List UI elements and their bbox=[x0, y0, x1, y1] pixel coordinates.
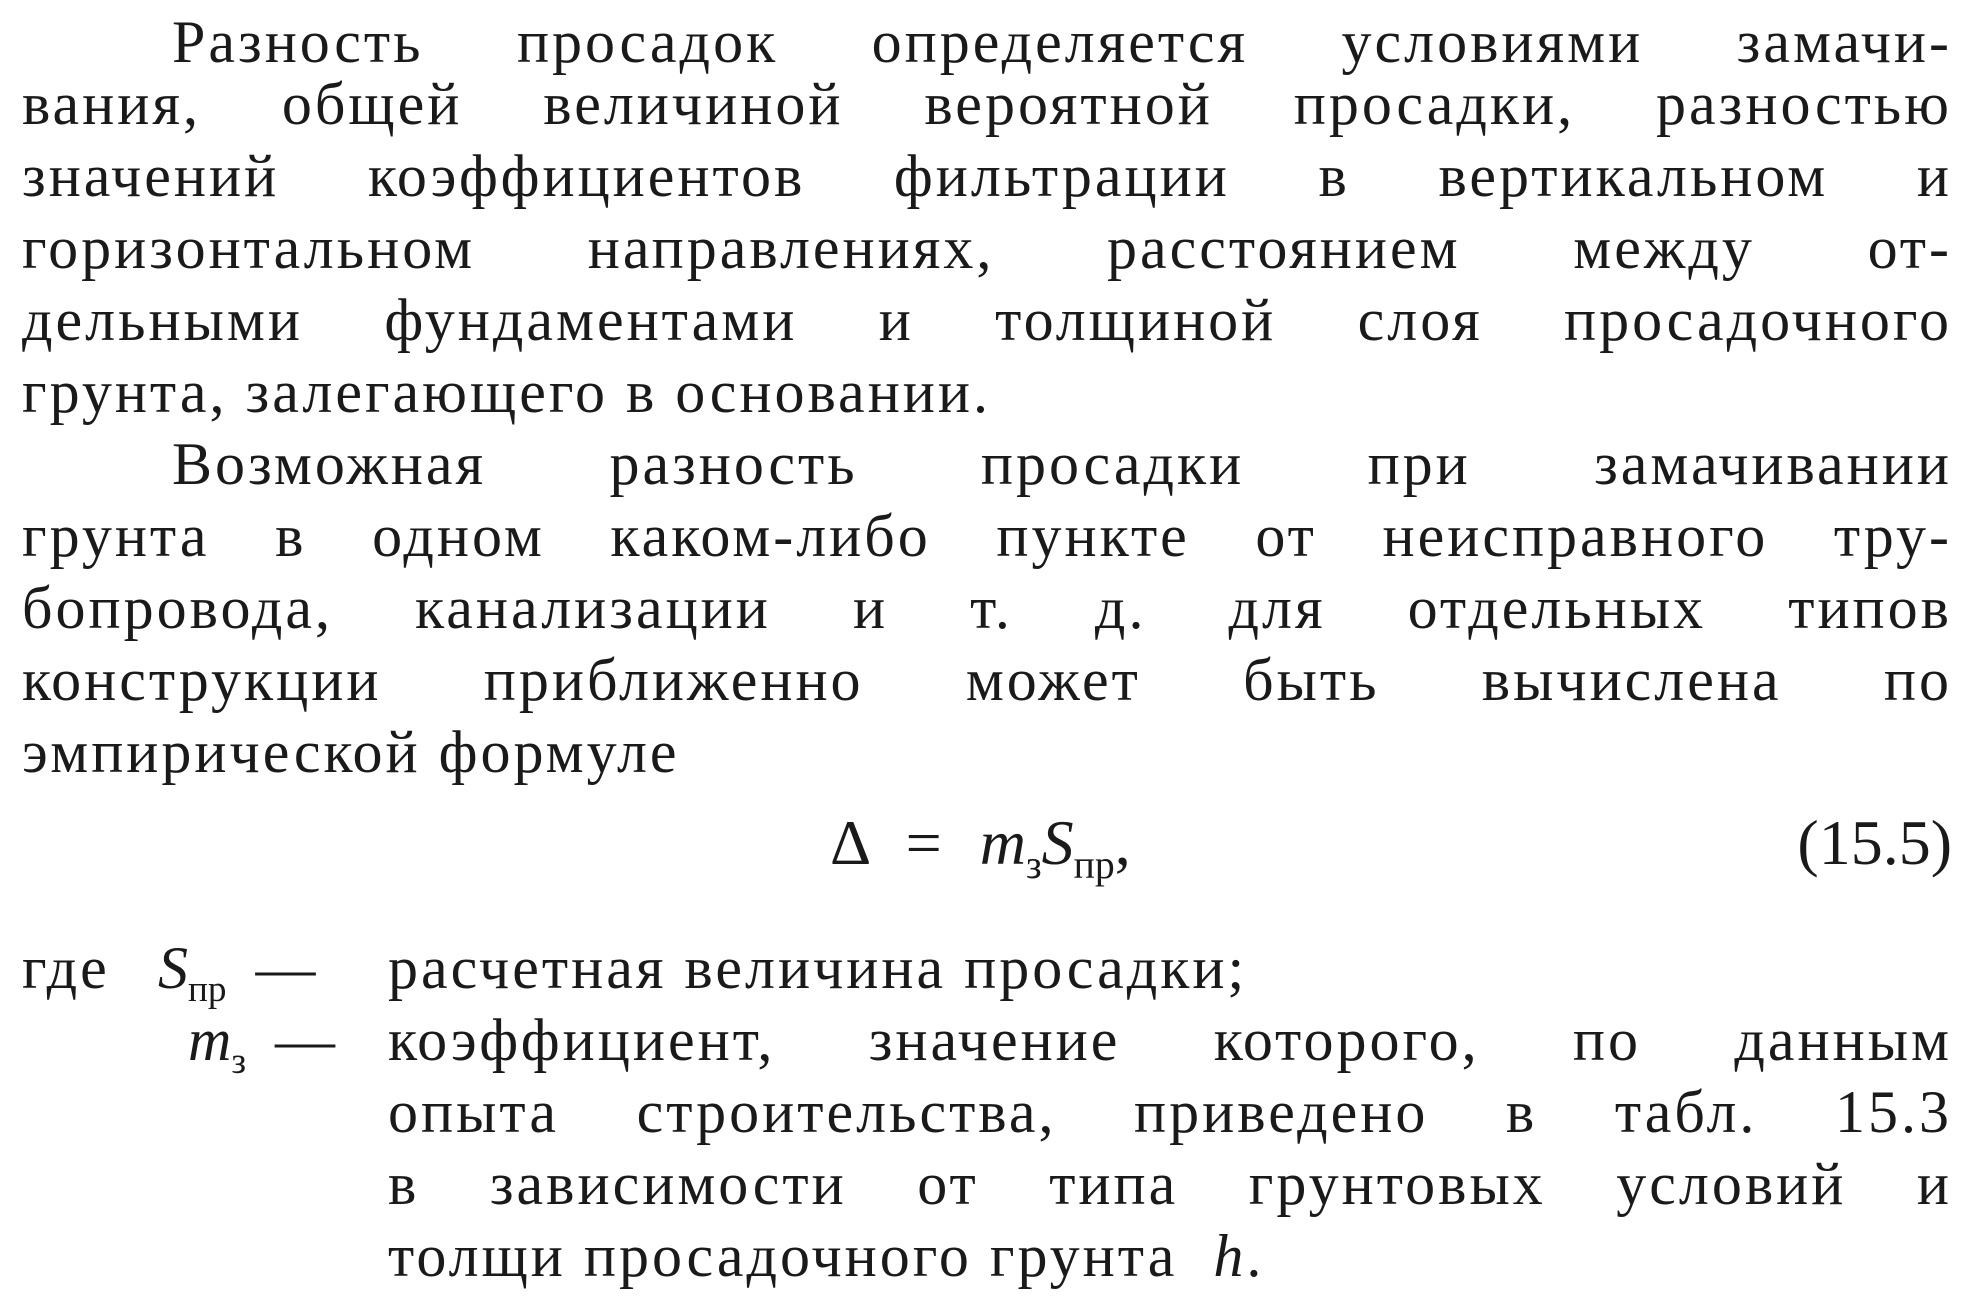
paragraph-2-line: конструкции приближенно может быть вычислена по bbox=[22, 647, 1952, 713]
paragraph-2-line: грунта в одном каком-либо пункте от неисправного тру- bbox=[22, 503, 1952, 569]
formula-m-subscript: з bbox=[1025, 842, 1042, 887]
formula-s-symbol: S bbox=[1041, 807, 1074, 878]
definition-text-line: коэффициент, значение которого, по данным bbox=[388, 1007, 1952, 1073]
formula-trailing-comma: , bbox=[1114, 807, 1131, 878]
definition-dash: — bbox=[255, 935, 316, 1001]
formula-m-symbol: m bbox=[979, 807, 1026, 878]
definitions-prefix: где bbox=[22, 935, 110, 1001]
paragraph-1-line: грунта, залегающего в основании. bbox=[22, 359, 992, 425]
definition-text-line: в зависимости от типа грунтовых условий и bbox=[388, 1151, 1952, 1217]
definition-term-subscript: пр bbox=[188, 969, 227, 1011]
formula-delta: Δ bbox=[830, 807, 868, 878]
definition-term bbox=[158, 932, 316, 1011]
paragraph-2-line: бопровода, канализации и т. д. для отдельных типов bbox=[22, 575, 1952, 641]
paragraph-1-line: Разность просадок определяется условиями замачи- bbox=[172, 9, 1952, 75]
equation-number: (15.5) bbox=[1797, 807, 1952, 878]
paragraph-1-line: дельными фундаментами и толщиной слоя просадочного bbox=[22, 287, 1952, 353]
definition-text-line: опыта строительства, приведено в табл. 15.3 bbox=[388, 1079, 1952, 1145]
definition-tail-symbol: h bbox=[1213, 1223, 1247, 1289]
definition-term-subscript: з bbox=[231, 1041, 247, 1083]
definition-term bbox=[188, 1004, 336, 1083]
definition-text: толщи просадочного грунта bbox=[388, 1223, 1178, 1289]
definition-term-symbol: m bbox=[188, 1007, 232, 1073]
definition-tail-punct: . bbox=[1246, 1223, 1265, 1289]
paragraph-2-line: эмпирической формуле bbox=[22, 719, 680, 785]
paragraph-1-line: вания, общей величиной вероятной просадки, разностью bbox=[22, 71, 1952, 137]
definition-term-symbol: S bbox=[158, 935, 188, 1001]
formula-equals: = bbox=[905, 807, 942, 878]
formula-s-subscript: пр bbox=[1073, 842, 1115, 887]
paragraph-2-line: Возможная разность просадки при замачивании bbox=[172, 431, 1952, 497]
definition-text-line: расчетная величина просадки; bbox=[388, 935, 1248, 1001]
definition-text-line-last bbox=[388, 1220, 1952, 1292]
definition-dash: — bbox=[275, 1007, 336, 1073]
formula bbox=[830, 798, 1131, 888]
paragraph-1-line: значений коэффициентов фильтрации в вертикальном и bbox=[22, 143, 1952, 209]
paragraph-1-line: горизонтальном направлениях, расстоянием между от- bbox=[22, 215, 1952, 281]
